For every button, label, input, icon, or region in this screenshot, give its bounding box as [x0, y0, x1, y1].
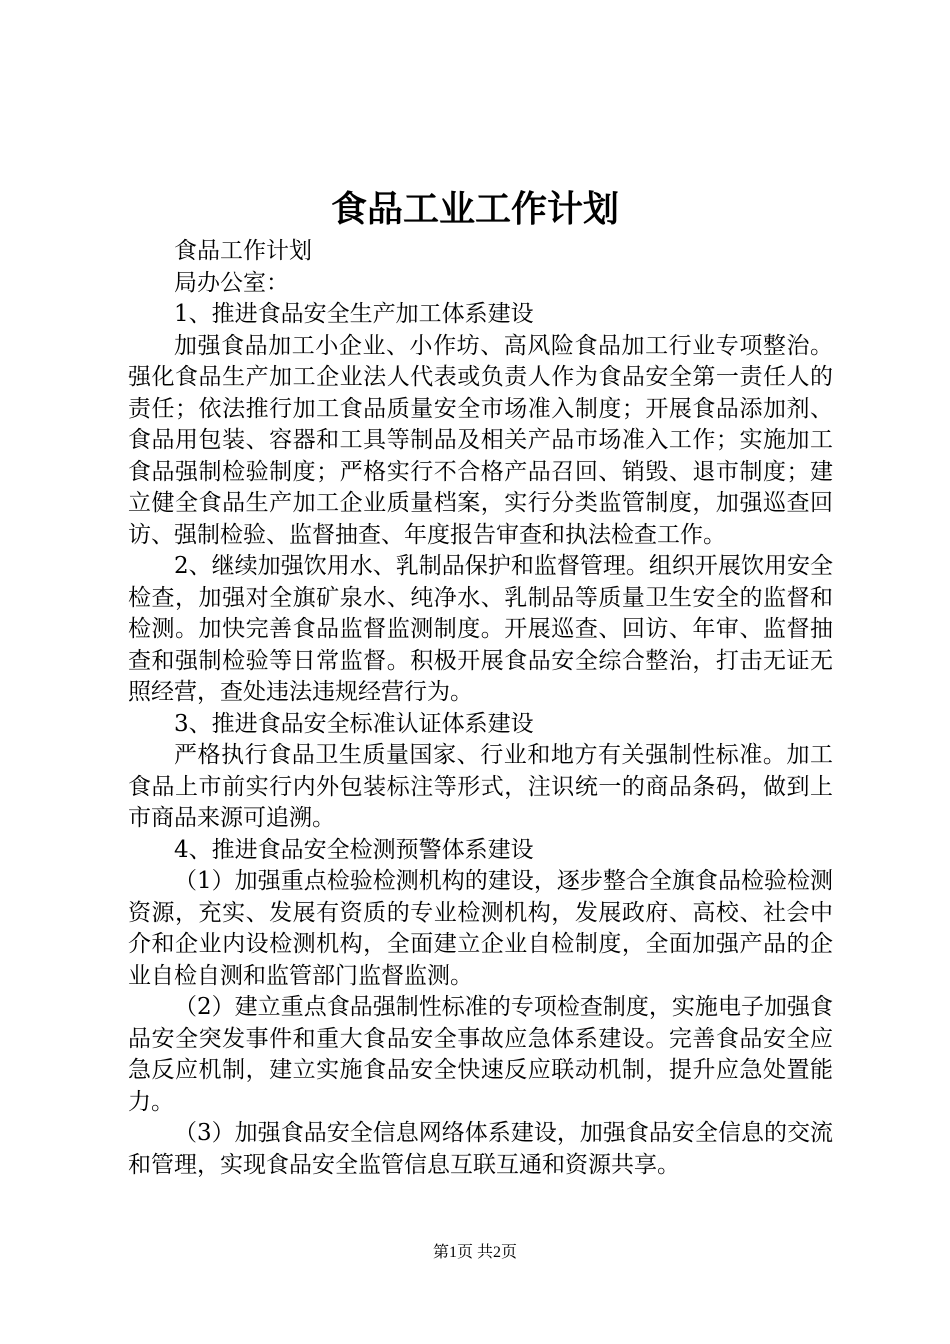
document-body — [128, 236, 833, 1181]
paragraph-section-4-item-1: （1）加强重点检验检测机构的建设，逐步整合全旗食品检验检测资源，充实、发展有资质的专业检测机构，发展政府、高校、社会中介和企业内设检测机构，全面建立企业自检制度，全面加强产品的企业自检自测和监管部门监督监测。 — [128, 868, 833, 989]
paragraph-section-4-item-2: （2）建立重点食品强制性标准的专项检查制度，实施电子加强食品安全突发事件和重大食品安全事故应急体系建设。完善食品安全应急反应机制，建立实施食品安全快速反应联动机制，提升应急处置能力。 — [128, 994, 833, 1115]
paragraph-section-3-body: 严格执行食品卫生质量国家、行业和地方有关强制性标准。加工食品上市前实行内外包装标注等形式，注识统一的商品条码，做到上市商品来源可追溯。 — [128, 742, 833, 831]
paragraph-heading: 食品工作计划 — [174, 238, 312, 264]
page-footer: 第1页 共2页 — [432, 1244, 517, 1261]
document-title: 食品工业工作计划 — [330, 188, 619, 230]
paragraph-section-1-body: 加强食品加工小企业、小作坊、高风险食品加工行业专项整治。强化食品生产加工企业法人代表或负责人作为食品安全第一责任人的责任；依法推行加工食品质量安全市场准入制度；开展食品添加剂、食品用包装、容器和工具等制品及相关产品市场准入工作；实施加工食品强制检验制度；严格实行不合格产品召回、销毁、退市制度；建立健全食品生产加工企业质量档案，实行分类监管制度，加强巡查回访、强制检验、监督抽查、年度报告审查和执法检查工作。 — [128, 332, 833, 548]
paragraph-section-1-heading: 1、推进食品安全生产加工体系建设 — [174, 301, 534, 327]
paragraph-section-4-heading: 4、推进食品安全检测预警体系建设 — [174, 836, 534, 863]
paragraph-section-4-item-3: （3）加强食品安全信息网络体系建设，加强食品安全信息的交流和管理，实现食品安全监管信息互联互通和资源共享。 — [128, 1120, 833, 1178]
paragraph-section-3-heading: 3、推进食品安全标准认证体系建设 — [174, 710, 534, 737]
paragraph-addressee: 局办公室： — [174, 269, 289, 296]
paragraph-section-2: 2、继续加强饮用水、乳制品保护和监督管理。组织开展饮用安全检查，加强对全旗矿泉水、纯净水、乳制品等质量卫生安全的监督和检测。加快完善食品监督监测制度。开展巡查、回访、年审、监督抽查和强制检验等日常监督。积极开展食品安全综合整治，打击无证无照经营，查处违法违规经营行为。 — [128, 553, 833, 705]
